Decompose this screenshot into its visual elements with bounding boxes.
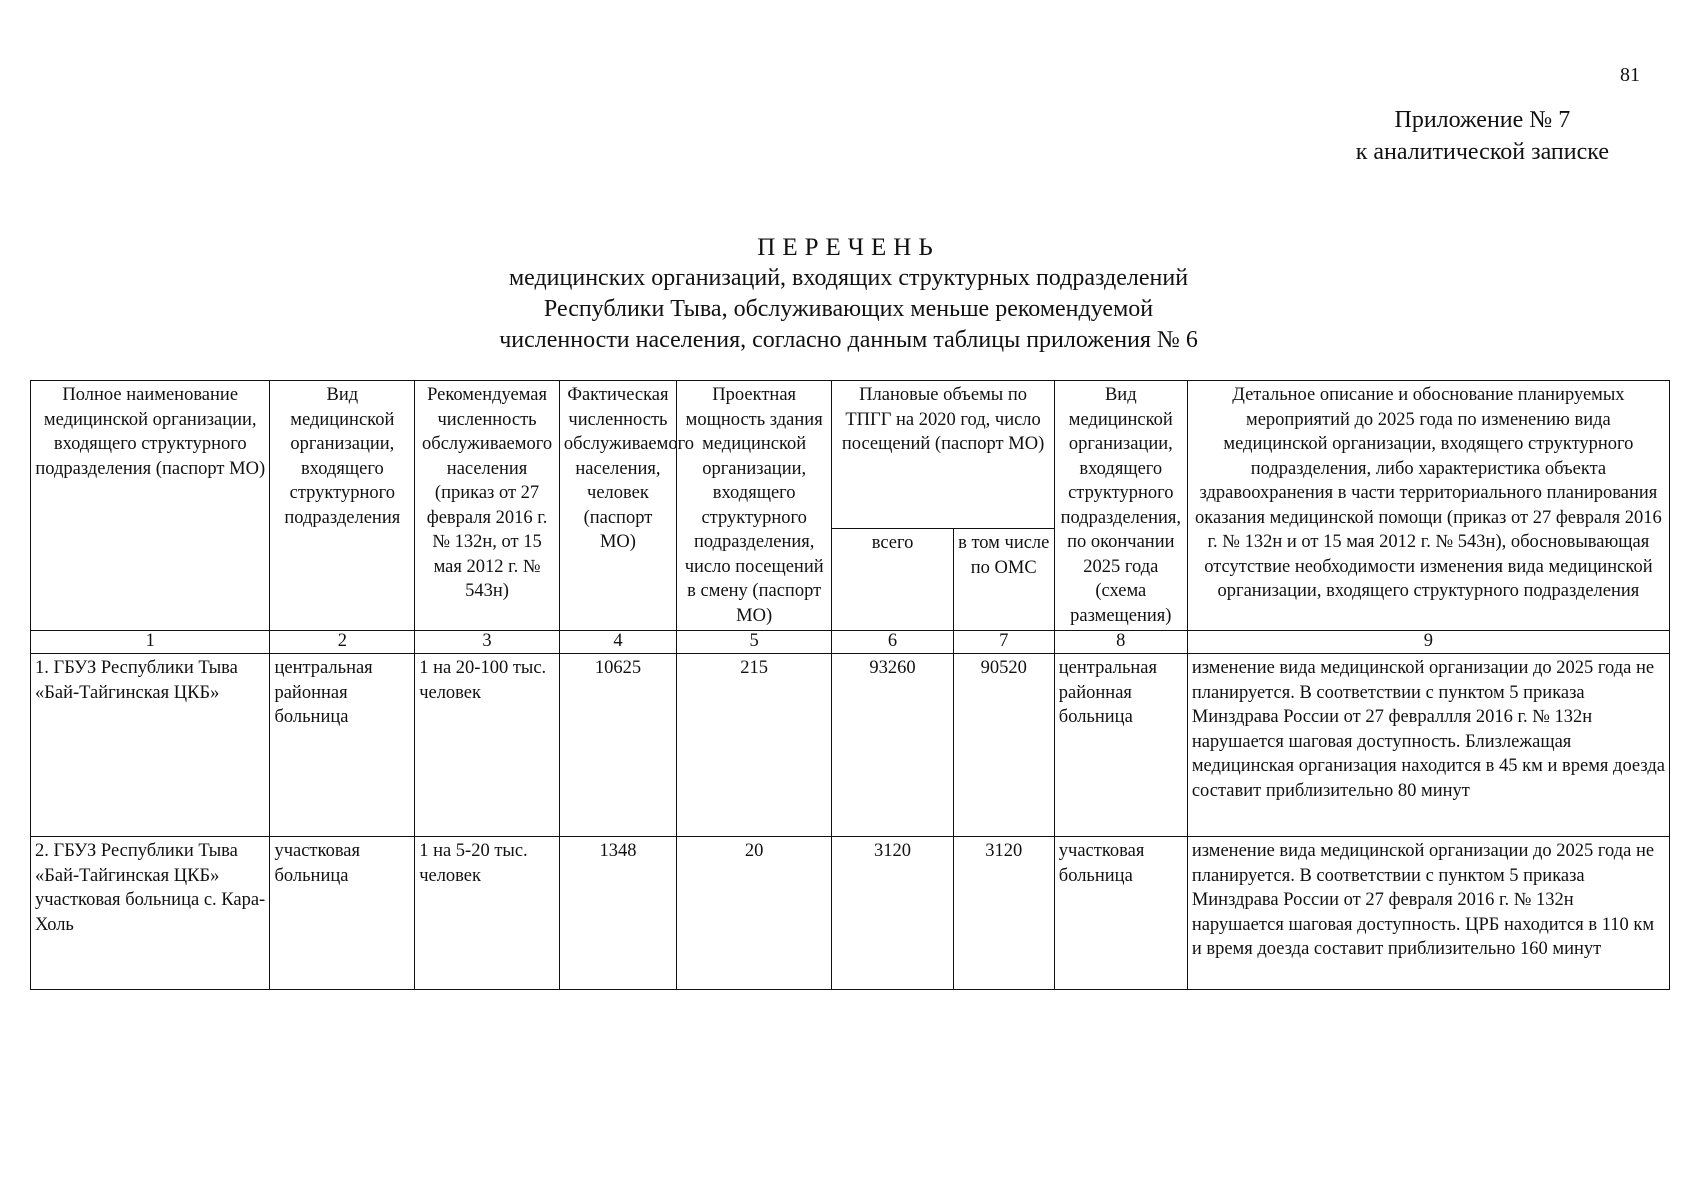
organizations-table	[30, 380, 1670, 990]
header-actual: Фактическая численность обслуживаемого населения, человек (паспорт МО)	[559, 381, 676, 631]
cell-actual: 1348	[559, 837, 676, 990]
cell-capacity: 215	[676, 654, 831, 837]
column-number: 6	[832, 631, 953, 654]
cell-description: изменение вида медицинской организации до 2025 года не планируется. В соответствии с пунктом 5 приказа Минздрава России от 27 февраллля 2016 г. № 132н нарушается шаговая доступность. Близлежащая медицинская организация находится в 45 км и время доезда составит приблизительно 80 минут	[1187, 654, 1669, 837]
title-main: ПЕРЕЧЕНЬ	[757, 234, 940, 261]
column-number: 2	[270, 631, 415, 654]
appendix-line-2: к аналитической записке	[1355, 139, 1609, 165]
cell-oms: 3120	[953, 837, 1054, 990]
column-number: 8	[1054, 631, 1187, 654]
cell-recommended: 1 на 5-20 тыс. человек	[415, 837, 560, 990]
header-oms: в том числе по ОМС	[953, 529, 1054, 631]
header-name: Полное наименование медицинской организации, входящего структурного подразделения (паспорт МО)	[31, 381, 270, 631]
cell-capacity: 20	[676, 837, 831, 990]
header-type-2025: Вид медицинской организации, входящего структурного подразделения, по окончании 2025 года (схема размещения)	[1054, 381, 1187, 631]
column-number: 3	[415, 631, 560, 654]
cell-name: 2. ГБУЗ Республики Тыва «Бай-Тайгинская ЦКБ» участковая больница с. Кара-Холь	[31, 837, 270, 990]
appendix-line-1: Приложение № 7	[1394, 107, 1571, 133]
cell-type-2025: участковая больница	[1054, 837, 1187, 990]
column-number: 7	[953, 631, 1054, 654]
column-number: 4	[559, 631, 676, 654]
title-line-3: численности населения, согласно данным таблицы приложения № 6	[499, 327, 1198, 353]
header-total: всего	[832, 529, 953, 631]
cell-name: 1. ГБУЗ Республики Тыва «Бай-Тайгинская ЦКБ»	[31, 654, 270, 837]
table-row	[31, 837, 1670, 990]
cell-total: 93260	[832, 654, 953, 837]
document-title	[0, 233, 1697, 356]
cell-type: центральная районная больница	[270, 654, 415, 837]
column-number-row	[31, 631, 1670, 654]
header-type: Вид медицинской организации, входящего структурного подразделения	[270, 381, 415, 631]
header-description: Детальное описание и обоснование планируемых мероприятий до 2025 года по изменению вида медицинской организации, входящего структурного подразделения, либо характеристика объекта здравоохранения в части территориального планирования оказания медицинской помощи (приказ от 27 февраля 2016 г. № 132н и от 15 мая 2012 г. № 543н), обосновывающая отсутствие необходимости изменения вида медицинской организации, входящего структурного подразделения	[1187, 381, 1669, 631]
cell-type-2025: центральная районная больница	[1054, 654, 1187, 837]
header-capacity: Проектная мощность здания медицинской организации, входящего структурного подразделения, число посещений в смену (паспорт МО)	[676, 381, 831, 631]
column-number: 5	[676, 631, 831, 654]
table-row	[31, 654, 1670, 837]
header-row	[31, 381, 1670, 529]
title-line-2: Республики Тыва, обслуживающих меньше рекомендуемой	[543, 296, 1154, 322]
column-number: 9	[1187, 631, 1669, 654]
cell-actual: 10625	[559, 654, 676, 837]
column-number: 1	[31, 631, 270, 654]
cell-oms: 90520	[953, 654, 1054, 837]
title-line-1: медицинских организаций, входящих структурных подразделений	[508, 265, 1189, 291]
cell-type: участковая больница	[270, 837, 415, 990]
appendix-label	[1356, 104, 1609, 168]
cell-recommended: 1 на 20-100 тыс. человек	[415, 654, 560, 837]
cell-description: изменение вида медицинской организации до 2025 года не планируется. В соответствии с пунктом 5 приказа Минздрава России от 27 февраля 2016 г. № 132н нарушается шаговая доступность. ЦРБ находится в 110 км и время доезда составит приблизительно 160 минут	[1187, 837, 1669, 990]
header-planned-volumes: Плановые объемы по ТПГГ на 2020 год, число посещений (паспорт МО)	[832, 381, 1054, 529]
header-recommended: Рекомендуемая численность обслуживаемого населения (приказ от 27 февраля 2016 г. № 132н, от 15 мая 2012 г. № 543н)	[415, 381, 560, 631]
page-number: 81	[1620, 64, 1640, 86]
cell-total: 3120	[832, 837, 953, 990]
